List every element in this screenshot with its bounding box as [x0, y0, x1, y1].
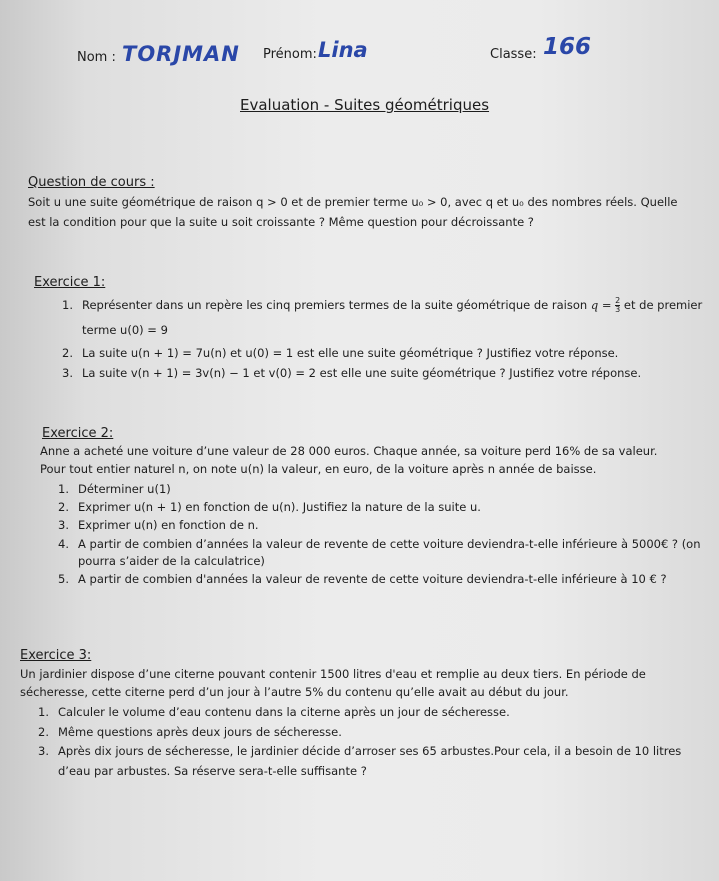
- classe-label: Classe:: [490, 47, 537, 62]
- exercice-3-item-2: 2. Même questions après deux jours de sécheresse.: [38, 725, 342, 739]
- classe-handwritten: 166: [543, 34, 592, 60]
- nom-label: Nom :: [77, 50, 116, 65]
- exercice-3-line-1: Un jardinier dispose d’une citerne pouvant contenir 1500 litres d'eau et remplie au deux tiers. En période de: [20, 667, 646, 681]
- exercice-2-heading: Exercice 2:: [42, 426, 114, 441]
- exercice-2-item-4-cont: pourra s’aider de la calculatrice): [78, 554, 265, 568]
- exercice-2-item-1: 1. Déterminer u(1): [58, 482, 171, 496]
- exercice-1-item-1: 1. Représenter dans un repère les cinq premiers termes de la suite géométrique de raison q = $\frac{2}{3}$ et de premier: [62, 296, 703, 314]
- exercice-3-item-1: 1. Calculer le volume d’eau contenu dans la citerne après un jour de sécheresse.: [38, 705, 510, 719]
- exercice-2-item-3: 3. Exprimer u(n) en fonction de n.: [58, 518, 259, 532]
- exercice-3-heading: Exercice 3:: [20, 648, 92, 663]
- fraction-two-thirds: $\frac{2}{3}$: [615, 296, 621, 314]
- prenom-handwritten: Lina: [318, 38, 368, 62]
- exercice-3-line-2: sécheresse, cette citerne perd d’un jour à l’autre 5% du contenu qu’elle avait au début du jour.: [20, 685, 569, 699]
- exercice-2-item-2: 2. Exprimer u(n + 1) en fonction de u(n). Justifiez la nature de la suite u.: [58, 500, 481, 514]
- exercice-1-item-2: 2. La suite u(n + 1) = 7u(n) et u(0) = 1 est elle une suite géométrique ? Justifiez votre réponse.: [62, 346, 619, 360]
- exercice-1-heading: Exercice 1:: [34, 275, 106, 290]
- exercice-3-item-3-cont: d’eau par arbustes. Sa réserve sera-t-elle suffisante ?: [58, 764, 367, 778]
- exercice-3-item-3: 3. Après dix jours de sécheresse, le jardinier décide d’arroser ses 65 arbustes.Pour cela, il a besoin de 10 litres: [38, 744, 682, 758]
- exercice-1-item-1-cont: terme u(0) = 9: [82, 323, 168, 337]
- exercice-2-line-2: Pour tout entier naturel n, on note u(n) la valeur, en euro, de la voiture après n année de baisse.: [40, 462, 597, 476]
- page-title: Evaluation - Suites géométriques: [240, 96, 490, 114]
- exercice-2-item-5: 5. A partir de combien d'années la valeur de revente de cette voiture deviendra-t-elle inférieure à 10 € ?: [58, 572, 667, 586]
- question-cours-heading: Question de cours :: [28, 175, 155, 190]
- prenom-label: Prénom:: [263, 47, 317, 62]
- question-cours-line-1: Soit u une suite géométrique de raison q > 0 et de premier terme u₀ > 0, avec q et u₀ des nombres réels. Quelle: [28, 195, 678, 209]
- exercice-2-line-1: Anne a acheté une voiture d’une valeur de 28 000 euros. Chaque année, sa voiture perd 16% de sa valeur.: [40, 444, 658, 458]
- exercice-1-item-3: 3. La suite v(n + 1) = 3v(n) − 1 et v(0) = 2 est elle une suite géométrique ? Justifiez votre réponse.: [62, 366, 642, 380]
- exercice-2-item-4: 4. A partir de combien d’années la valeur de revente de cette voiture deviendra-t-elle inférieure à 5000€ ? (on: [58, 537, 701, 551]
- nom-handwritten: TORJMAN: [122, 42, 240, 66]
- question-cours-line-2: est la condition pour que la suite u soit croissante ? Même question pour décroissante ?: [28, 215, 534, 229]
